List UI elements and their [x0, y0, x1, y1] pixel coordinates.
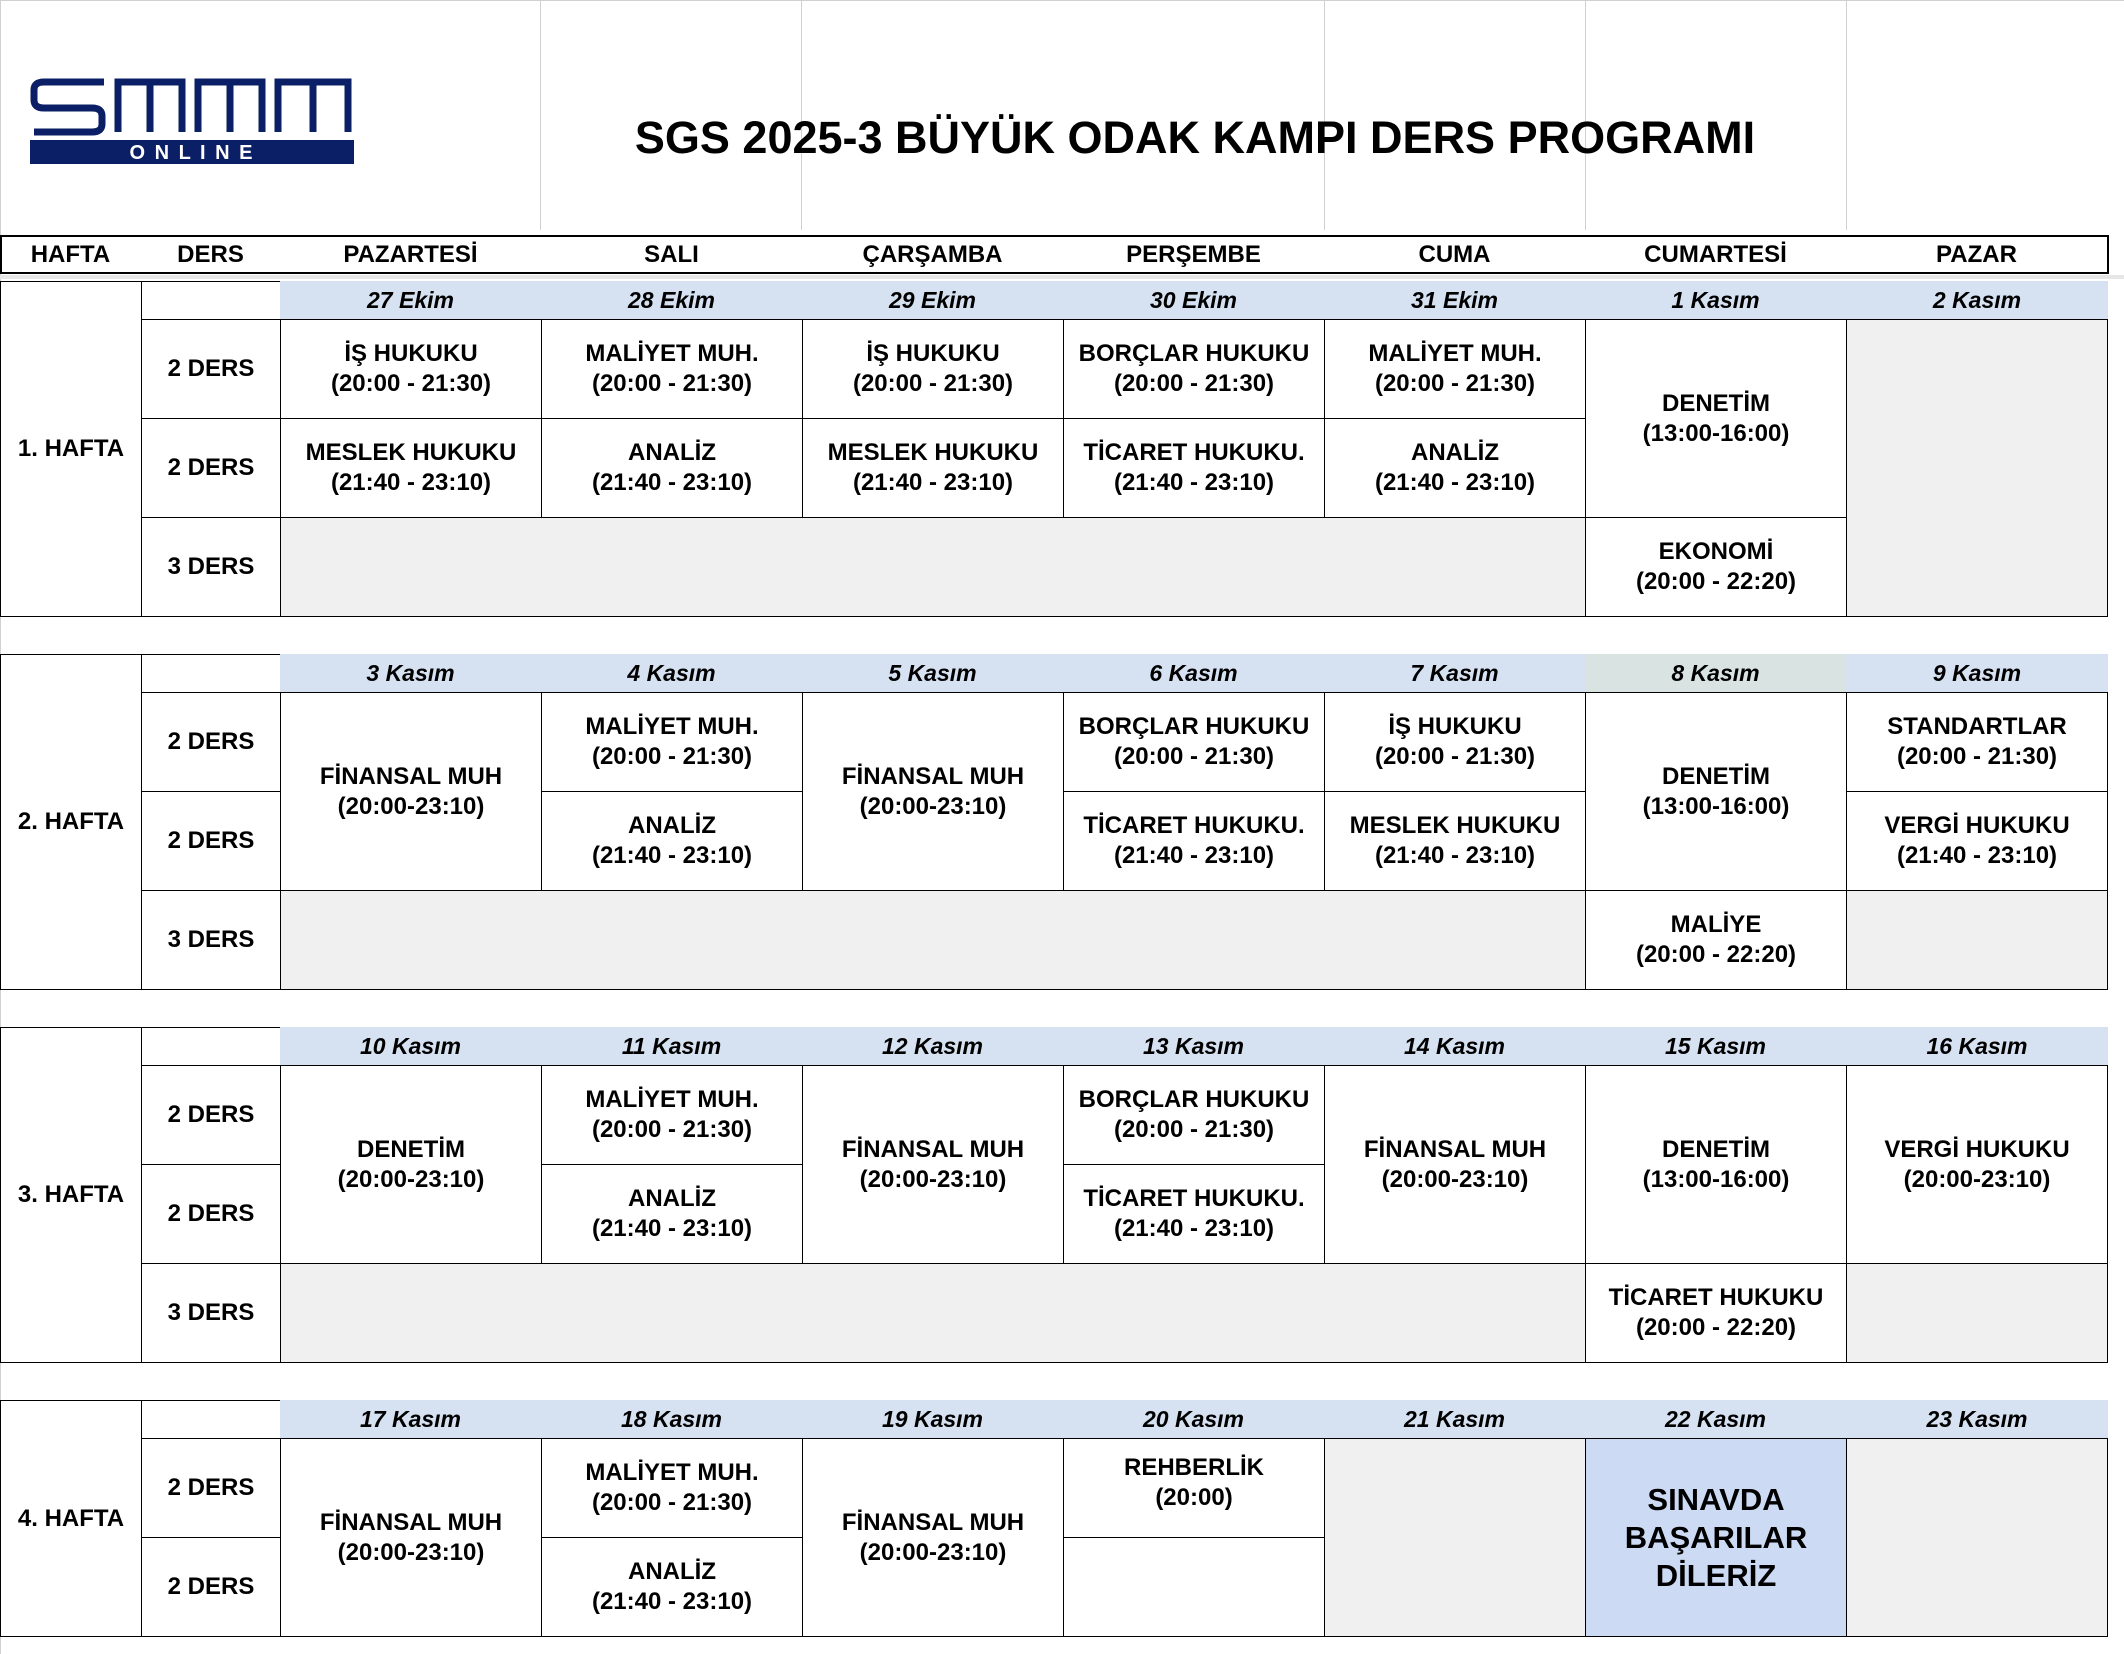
date-wed: 29 Ekim — [802, 281, 1063, 319]
row-label: 2 DERS — [141, 1438, 281, 1538]
date-sun: 9 Kasım — [1846, 654, 2108, 692]
row-label: 3 DERS — [141, 890, 281, 990]
row-label: 3 DERS — [141, 1263, 281, 1363]
week-label: 1. HAFTA — [0, 281, 142, 617]
lesson-cell: İŞ HUKUKU (20:00 - 21:30) — [280, 319, 542, 419]
date-sun: 2 Kasım — [1846, 281, 2108, 319]
row-label: 3 DERS — [141, 517, 281, 617]
date-thu: 6 Kasım — [1063, 654, 1324, 692]
lesson-cell: İŞ HUKUKU (20:00 - 21:30) — [1324, 692, 1586, 792]
empty-cell — [1846, 1263, 2108, 1363]
header-hafta: HAFTA — [30, 241, 111, 268]
logo-title: SMMM — [30, 78, 34, 79]
date-sat: 1 Kasım — [1585, 281, 1846, 319]
lesson-cell: VERGİ HUKUKU (21:40 - 23:10) — [1846, 791, 2108, 891]
lesson-cell: TİCARET HUKUKU. (21:40 - 23:10) — [1063, 1164, 1325, 1264]
lesson-cell: TİCARET HUKUKU (20:00 - 22:20) — [1585, 1263, 1847, 1363]
ders-header-blank — [141, 1027, 281, 1066]
empty-cell — [1846, 1438, 2108, 1637]
date-sat: 8 Kasım — [1585, 654, 1846, 692]
lesson-cell: MALİYET MUH. (20:00 - 21:30) — [541, 1438, 803, 1538]
lesson-cell: DENETİM (13:00-16:00) — [1585, 1065, 1847, 1264]
week-label: 3. HAFTA — [0, 1027, 142, 1363]
date-tue: 4 Kasım — [541, 654, 802, 692]
header-persembe: PERŞEMBE — [1126, 241, 1261, 268]
lesson-cell: BORÇLAR HUKUKU (20:00 - 21:30) — [1063, 319, 1325, 419]
lesson-cell: BORÇLAR HUKUKU (20:00 - 21:30) — [1063, 692, 1325, 792]
header-carsamba: ÇARŞAMBA — [862, 241, 1003, 268]
date-mon: 17 Kasım — [280, 1400, 541, 1438]
lesson-cell: FİNANSAL MUH (20:00-23:10) — [802, 1438, 1064, 1637]
row-label: 2 DERS — [141, 1065, 281, 1165]
lesson-cell: FİNANSAL MUH (20:00-23:10) — [1324, 1065, 1586, 1264]
lesson-cell: REHBERLİK (20:00) — [1063, 1438, 1325, 1538]
lesson-cell: DENETİM (13:00-16:00) — [1585, 319, 1847, 518]
lesson-cell: ANALİZ (21:40 - 23:10) — [541, 418, 803, 518]
lesson-cell: MESLEK HUKUKU (21:40 - 23:10) — [1324, 791, 1586, 891]
lesson-cell: MALİYET MUH. (20:00 - 21:30) — [1324, 319, 1586, 419]
date-tue: 28 Ekim — [541, 281, 802, 319]
empty-cell — [1846, 890, 2108, 990]
gridline — [0, 275, 2124, 279]
date-fri: 21 Kasım — [1324, 1400, 1585, 1438]
lesson-cell: MALİYET MUH. (20:00 - 21:30) — [541, 1065, 803, 1165]
row-label: 2 DERS — [141, 319, 281, 419]
header-pazartesi: PAZARTESİ — [343, 241, 478, 268]
row-label: 2 DERS — [141, 791, 281, 891]
lesson-cell: DENETİM (13:00-16:00) — [1585, 692, 1847, 891]
lesson-cell: FİNANSAL MUH (20:00-23:10) — [280, 1438, 542, 1637]
final-message-cell: SINAVDA BAŞARILAR DİLERİZ — [1585, 1438, 1847, 1637]
lesson-cell: BORÇLAR HUKUKU (20:00 - 21:30) — [1063, 1065, 1325, 1165]
lesson-cell: MALİYET MUH. (20:00 - 21:30) — [541, 319, 803, 419]
lesson-cell: MESLEK HUKUKU (21:40 - 23:10) — [802, 418, 1064, 518]
date-sun: 16 Kasım — [1846, 1027, 2108, 1065]
lesson-cell: VERGİ HUKUKU (20:00-23:10) — [1846, 1065, 2108, 1264]
header-cuma: CUMA — [1418, 241, 1491, 268]
header-pazar: PAZAR — [1936, 241, 2017, 268]
date-tue: 18 Kasım — [541, 1400, 802, 1438]
date-fri: 31 Ekim — [1324, 281, 1585, 319]
lesson-cell: STANDARTLAR (20:00 - 21:30) — [1846, 692, 2108, 792]
row-label: 2 DERS — [141, 1164, 281, 1264]
empty-cell — [280, 1263, 1586, 1363]
date-sat: 22 Kasım — [1585, 1400, 1846, 1438]
date-mon: 27 Ekim — [280, 281, 541, 319]
lesson-cell: ANALİZ (21:40 - 23:10) — [541, 1537, 803, 1637]
empty-cell — [1846, 319, 2108, 617]
date-sat: 15 Kasım — [1585, 1027, 1846, 1065]
page-title: SGS 2025-3 BÜYÜK ODAK KAMPI DERS PROGRAMI — [634, 112, 1756, 163]
date-thu: 13 Kasım — [1063, 1027, 1324, 1065]
logo-subtitle: O N L I N E — [129, 142, 255, 164]
lesson-cell: EKONOMİ (20:00 - 22:20) — [1585, 517, 1847, 617]
lesson-cell: FİNANSAL MUH (20:00-23:10) — [802, 692, 1064, 891]
lesson-cell: DENETİM (20:00-23:10) — [280, 1065, 542, 1264]
row-label: 2 DERS — [141, 418, 281, 518]
header-ders: DERS — [177, 241, 244, 268]
lesson-cell: MESLEK HUKUKU (21:40 - 23:10) — [280, 418, 542, 518]
lesson-cell: TİCARET HUKUKU. (21:40 - 23:10) — [1063, 418, 1325, 518]
date-mon: 10 Kasım — [280, 1027, 541, 1065]
gridline — [540, 0, 541, 230]
date-sun: 23 Kasım — [1846, 1400, 2108, 1438]
ders-header-blank — [141, 281, 281, 320]
lesson-cell: MALİYE (20:00 - 22:20) — [1585, 890, 1847, 990]
date-thu: 20 Kasım — [1063, 1400, 1324, 1438]
header-sali: SALI — [644, 241, 699, 268]
date-thu: 30 Ekim — [1063, 281, 1324, 319]
date-fri: 7 Kasım — [1324, 654, 1585, 692]
ders-header-blank — [141, 654, 281, 693]
week-label: 2. HAFTA — [0, 654, 142, 990]
row-label: 2 DERS — [141, 1537, 281, 1637]
date-wed: 5 Kasım — [802, 654, 1063, 692]
date-tue: 11 Kasım — [541, 1027, 802, 1065]
lesson-cell: FİNANSAL MUH (20:00-23:10) — [280, 692, 542, 891]
week-label: 4. HAFTA — [0, 1400, 142, 1637]
date-wed: 19 Kasım — [802, 1400, 1063, 1438]
empty-cell — [1063, 1537, 1325, 1637]
lesson-cell: ANALİZ (21:40 - 23:10) — [541, 1164, 803, 1264]
lesson-cell: TİCARET HUKUKU. (21:40 - 23:10) — [1063, 791, 1325, 891]
empty-cell — [1324, 1438, 1586, 1637]
lesson-cell: FİNANSAL MUH (20:00-23:10) — [802, 1065, 1064, 1264]
lesson-cell: İŞ HUKUKU (20:00 - 21:30) — [802, 319, 1064, 419]
date-wed: 12 Kasım — [802, 1027, 1063, 1065]
empty-cell — [280, 517, 1586, 617]
lesson-cell: MALİYET MUH. (20:00 - 21:30) — [541, 692, 803, 792]
ders-header-blank — [141, 1400, 281, 1439]
smmm-online-logo — [30, 78, 356, 164]
lesson-cell: ANALİZ (21:40 - 23:10) — [1324, 418, 1586, 518]
header-cumartesi: CUMARTESİ — [1644, 241, 1787, 268]
row-label: 2 DERS — [141, 692, 281, 792]
gridline — [0, 0, 2124, 1]
date-mon: 3 Kasım — [280, 654, 541, 692]
lesson-cell: ANALİZ (21:40 - 23:10) — [541, 791, 803, 891]
empty-cell — [280, 890, 1586, 990]
date-fri: 14 Kasım — [1324, 1027, 1585, 1065]
gridline — [1846, 0, 1847, 230]
